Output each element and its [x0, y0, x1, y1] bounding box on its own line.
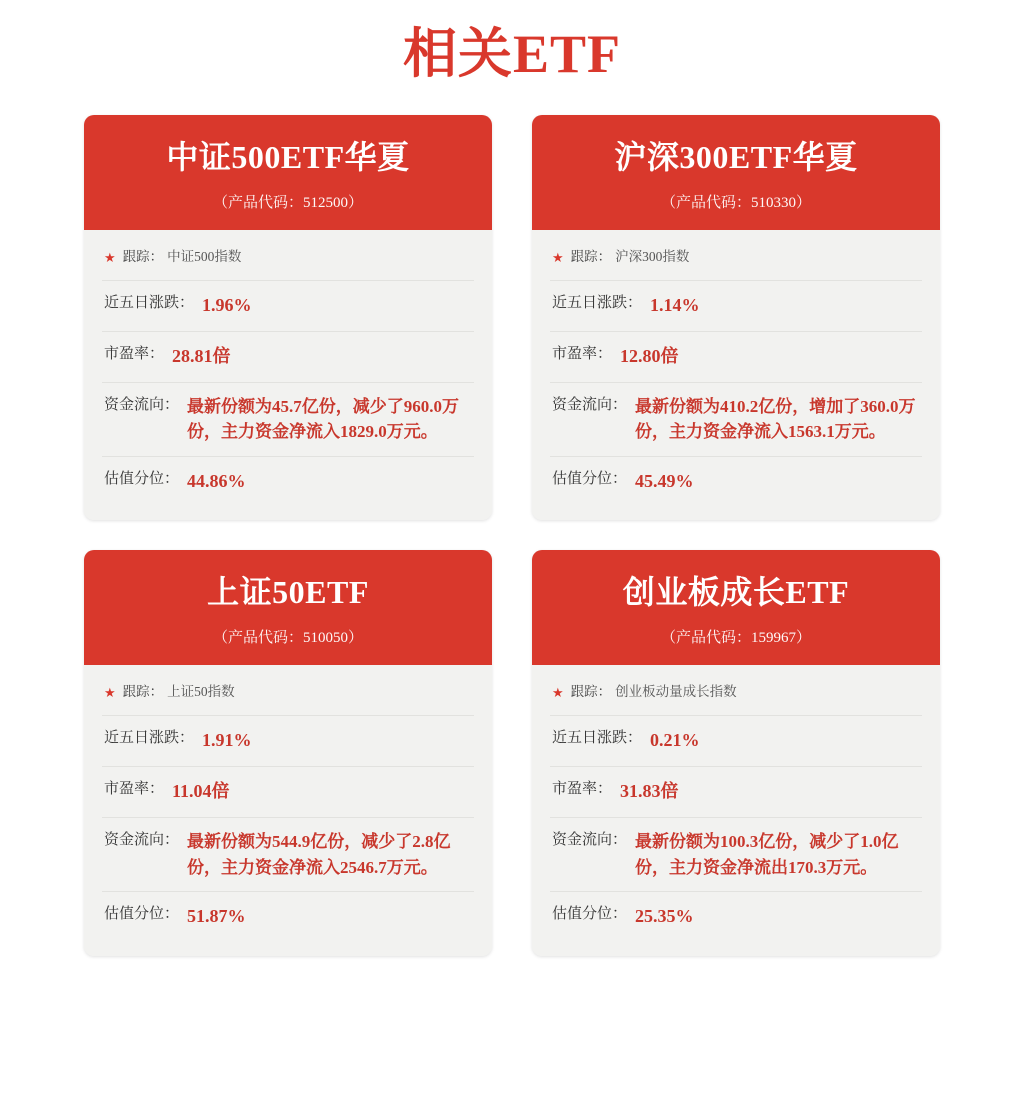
star-icon: ★: [552, 685, 564, 701]
etf-flow-row: [102, 818, 474, 892]
etf-five-day-row: [102, 281, 474, 332]
etf-pe-value: 28.81倍: [172, 345, 231, 366]
etf-card-body: [532, 665, 940, 956]
etf-five-day-label: 近五日涨跌：: [104, 730, 195, 747]
etf-pe-value: 11.04倍: [172, 781, 230, 802]
etf-track-value: 沪深300指数: [615, 248, 690, 264]
etf-code-prefix: （产品代码：: [660, 194, 751, 211]
etf-code: [94, 191, 482, 212]
etf-valuation-row: [550, 892, 922, 942]
etf-pe-label: 市盈率：: [552, 345, 613, 362]
etf-valuation-value: 51.87%: [187, 906, 246, 927]
etf-card[interactable]: [532, 550, 940, 956]
etf-five-day-value: 0.21%: [650, 730, 700, 751]
etf-pe-label: 市盈率：: [104, 781, 165, 798]
etf-card-header: [532, 115, 940, 230]
etf-name: 创业板成长ETF: [622, 574, 850, 611]
etf-valuation-row: [550, 457, 922, 507]
etf-valuation-row: [102, 892, 474, 942]
etf-name: 中证500ETF华夏: [166, 138, 410, 175]
etf-flow-label: 资金流向：: [552, 396, 628, 413]
etf-five-day-row: [550, 281, 922, 332]
etf-code-suffix: ）: [348, 630, 364, 647]
star-icon: ★: [552, 249, 564, 265]
etf-flow-value: 最新份额为544.9亿份，减少了2.8亿份，主力资金净流入2546.7万元。: [187, 832, 451, 877]
etf-valuation-value: 45.49%: [635, 470, 694, 491]
etf-five-day-value: 1.96%: [202, 294, 252, 315]
etf-code-suffix: ）: [796, 194, 812, 211]
etf-code-value: 159967: [751, 630, 796, 647]
etf-code: [542, 626, 930, 647]
etf-five-day-row: [102, 716, 474, 767]
star-icon: ★: [104, 249, 116, 265]
etf-flow-row: [550, 818, 922, 892]
etf-five-day-label: 近五日涨跌：: [552, 730, 643, 747]
etf-valuation-label: 估值分位：: [104, 470, 180, 487]
etf-valuation-value: 44.86%: [187, 470, 246, 491]
etf-track-value: 中证500指数: [167, 248, 242, 264]
etf-flow-row: [102, 383, 474, 457]
etf-card-body: [84, 665, 492, 956]
etf-flow-label: 资金流向：: [104, 832, 180, 849]
etf-flow-row: [550, 383, 922, 457]
etf-track-value: 创业板动量成长指数: [615, 684, 737, 700]
etf-pe-row: [550, 332, 922, 383]
etf-code-value: 510050: [303, 630, 348, 647]
etf-flow-label: 资金流向：: [552, 832, 628, 849]
etf-five-day-value: 1.91%: [202, 730, 252, 751]
etf-page: [0, 14, 1024, 1094]
etf-track-row: [102, 669, 474, 716]
etf-flow-value: 最新份额为45.7亿份，减少了960.0万份，主力资金净流入1829.0万元。: [187, 396, 460, 441]
etf-card-body: [84, 230, 492, 521]
etf-card-body: [532, 230, 940, 521]
etf-valuation-label: 估值分位：: [104, 906, 180, 923]
etf-code-suffix: ）: [796, 630, 812, 647]
etf-card[interactable]: [532, 115, 940, 521]
etf-track-label: 跟踪：: [570, 684, 612, 700]
etf-code-prefix: （产品代码：: [212, 630, 303, 647]
etf-code: [542, 191, 930, 212]
etf-track-label: 跟踪：: [570, 248, 612, 264]
etf-card-header: [84, 550, 492, 665]
etf-card-header: [532, 550, 940, 665]
etf-five-day-row: [550, 716, 922, 767]
etf-pe-row: [102, 332, 474, 383]
etf-five-day-value: 1.14%: [650, 294, 700, 315]
etf-track-row: [550, 669, 922, 716]
etf-pe-label: 市盈率：: [552, 781, 613, 798]
etf-name: 上证50ETF: [207, 574, 369, 611]
etf-valuation-value: 25.35%: [635, 906, 694, 927]
etf-code-value: 512500: [303, 194, 348, 211]
page-title: 相关ETF: [402, 24, 622, 84]
etf-five-day-label: 近五日涨跌：: [104, 294, 195, 311]
etf-flow-value: 最新份额为410.2亿份，增加了360.0万份，主力资金净流入1563.1万元。: [635, 396, 916, 441]
etf-card-header: [84, 115, 492, 230]
star-icon: ★: [104, 685, 116, 701]
etf-flow-label: 资金流向：: [104, 396, 180, 413]
etf-card-grid: [0, 115, 1024, 956]
etf-code-suffix: ）: [348, 194, 364, 211]
etf-valuation-label: 估值分位：: [552, 906, 628, 923]
etf-code-prefix: （产品代码：: [212, 194, 303, 211]
etf-track-row: [550, 234, 922, 281]
etf-pe-label: 市盈率：: [104, 345, 165, 362]
etf-code: [94, 626, 482, 647]
etf-pe-value: 12.80倍: [620, 345, 679, 366]
etf-valuation-row: [102, 457, 474, 507]
etf-track-row: [102, 234, 474, 281]
etf-track-label: 跟踪：: [122, 684, 164, 700]
etf-code-prefix: （产品代码：: [660, 630, 751, 647]
etf-valuation-label: 估值分位：: [552, 470, 628, 487]
etf-card[interactable]: [84, 550, 492, 956]
etf-pe-value: 31.83倍: [620, 781, 679, 802]
etf-track-label: 跟踪：: [122, 248, 164, 264]
etf-track-value: 上证50指数: [167, 684, 235, 700]
etf-pe-row: [550, 767, 922, 818]
etf-five-day-label: 近五日涨跌：: [552, 294, 643, 311]
etf-card[interactable]: [84, 115, 492, 521]
etf-flow-value: 最新份额为100.3亿份，减少了1.0亿份，主力资金净流出170.3万元。: [635, 832, 899, 877]
etf-code-value: 510330: [751, 194, 796, 211]
etf-pe-row: [102, 767, 474, 818]
etf-name: 沪深300ETF华夏: [614, 138, 858, 175]
